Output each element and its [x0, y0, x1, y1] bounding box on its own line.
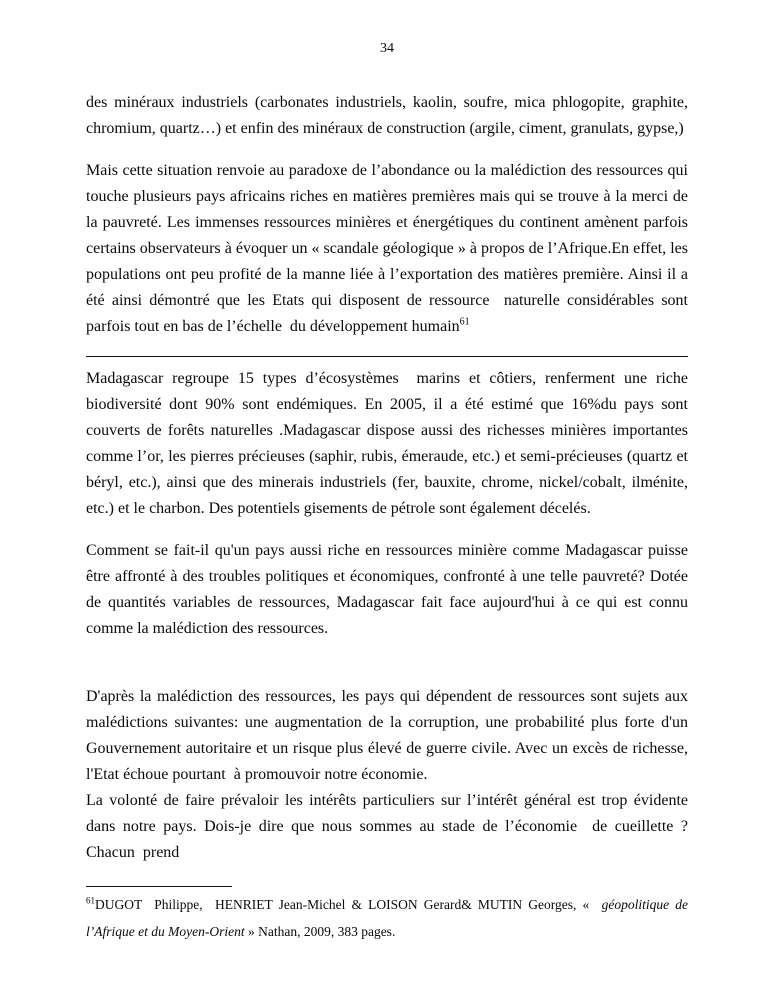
paragraph-madagascar-resources: Madagascar regroupe 15 types d’écosystèmes marins et côtiers, renferment une riche biodiversité dont 90% sont endémiques. En 2005, il a été estimé que 16%du pays sont couverts de forêts naturelles .Madagascar dispose aussi des richesses minières importantes comme l’or, les pierres précieuses (saphir, rubis, émeraude, etc.) et semi-précieuses (quartz et béryl, etc.), ainsi que des minerais industriels (fer, bauxite, chrome, nickel/cobalt, ilménite, etc.) et le charbon. Des potentiels gisements de pétrole sont également décelés.: [86, 370, 692, 517]
footnote-citation-publisher: » Nathan, 2009, 383 pages.: [244, 924, 396, 939]
section-divider: [86, 356, 688, 357]
footnote: [86, 891, 692, 945]
paragraph-text: Mais cette situation renvoie au paradoxe de l’abondance ou la malédiction des ressources qui touche plusieurs pays africains riches en matières premières mais qui se trouve à la merci de la pauvreté. Les immenses ressources minières et énergétiques du continent amènent parfois certains observateurs à évoquer un « scandale géologique » à propos de l’Afrique.En effet, les populations ont peu profité de la manne liée à l’exportation des matières première. Ainsi il a été ainsi démontré que les Etats qui disposent de ressource naturelle considérables sont parfois tout en bas de l’échelle du développement humain: [86, 162, 692, 335]
paragraph-industrial-minerals: des minéraux industriels (carbonates industriels, kaolin, soufre, mica phlogopite, graphite, chromium, quartz…) et enfin des minéraux de construction (argile, ciment, granulats, gypse,): [86, 94, 692, 137]
paragraph-madagascar-paradox: Comment se fait-il qu'un pays aussi riche en ressources minière comme Madagascar puisse être affronté à des troubles politiques et économiques, confronté à une telle pauvreté? Dotée de quantités variables de ressources, Madagascar fait face aujourd'hui à ce qui est connu comme la malédiction des ressources.: [86, 542, 692, 637]
paragraph-curse-effects: D'après la malédiction des ressources, les pays qui dépendent de ressources sont sujets aux malédictions suivantes: une augmentation de la corruption, une probabilité plus forte d'un Gouvernement autoritaire et un risque plus élevé de guerre civile. Avec un excès de richesse, l'Etat échoue pourtant à promouvoir notre économie.: [86, 688, 692, 783]
page-number: 34: [380, 41, 394, 56]
footnote-marker: 61: [86, 895, 95, 906]
footnote-reference: 61: [459, 316, 470, 328]
paragraph-private-interests: La volonté de faire prévaloir les intérêts particuliers sur l’intérêt général est trop évidente dans notre pays. Dois-je dire que nous sommes au stade de l’économie de cueillette ? Chacun prend: [86, 792, 692, 861]
footnote-divider: [86, 886, 232, 887]
footnote-citation-title: géopolitique de l’Afrique et du Moyen-Orient: [86, 897, 692, 939]
footnote-citation-authors: DUGOT Philippe, HENRIET Jean-Michel & LOISON Gerard& MUTIN Georges, «: [95, 897, 602, 912]
paragraph-resource-curse-africa: [86, 158, 692, 340]
